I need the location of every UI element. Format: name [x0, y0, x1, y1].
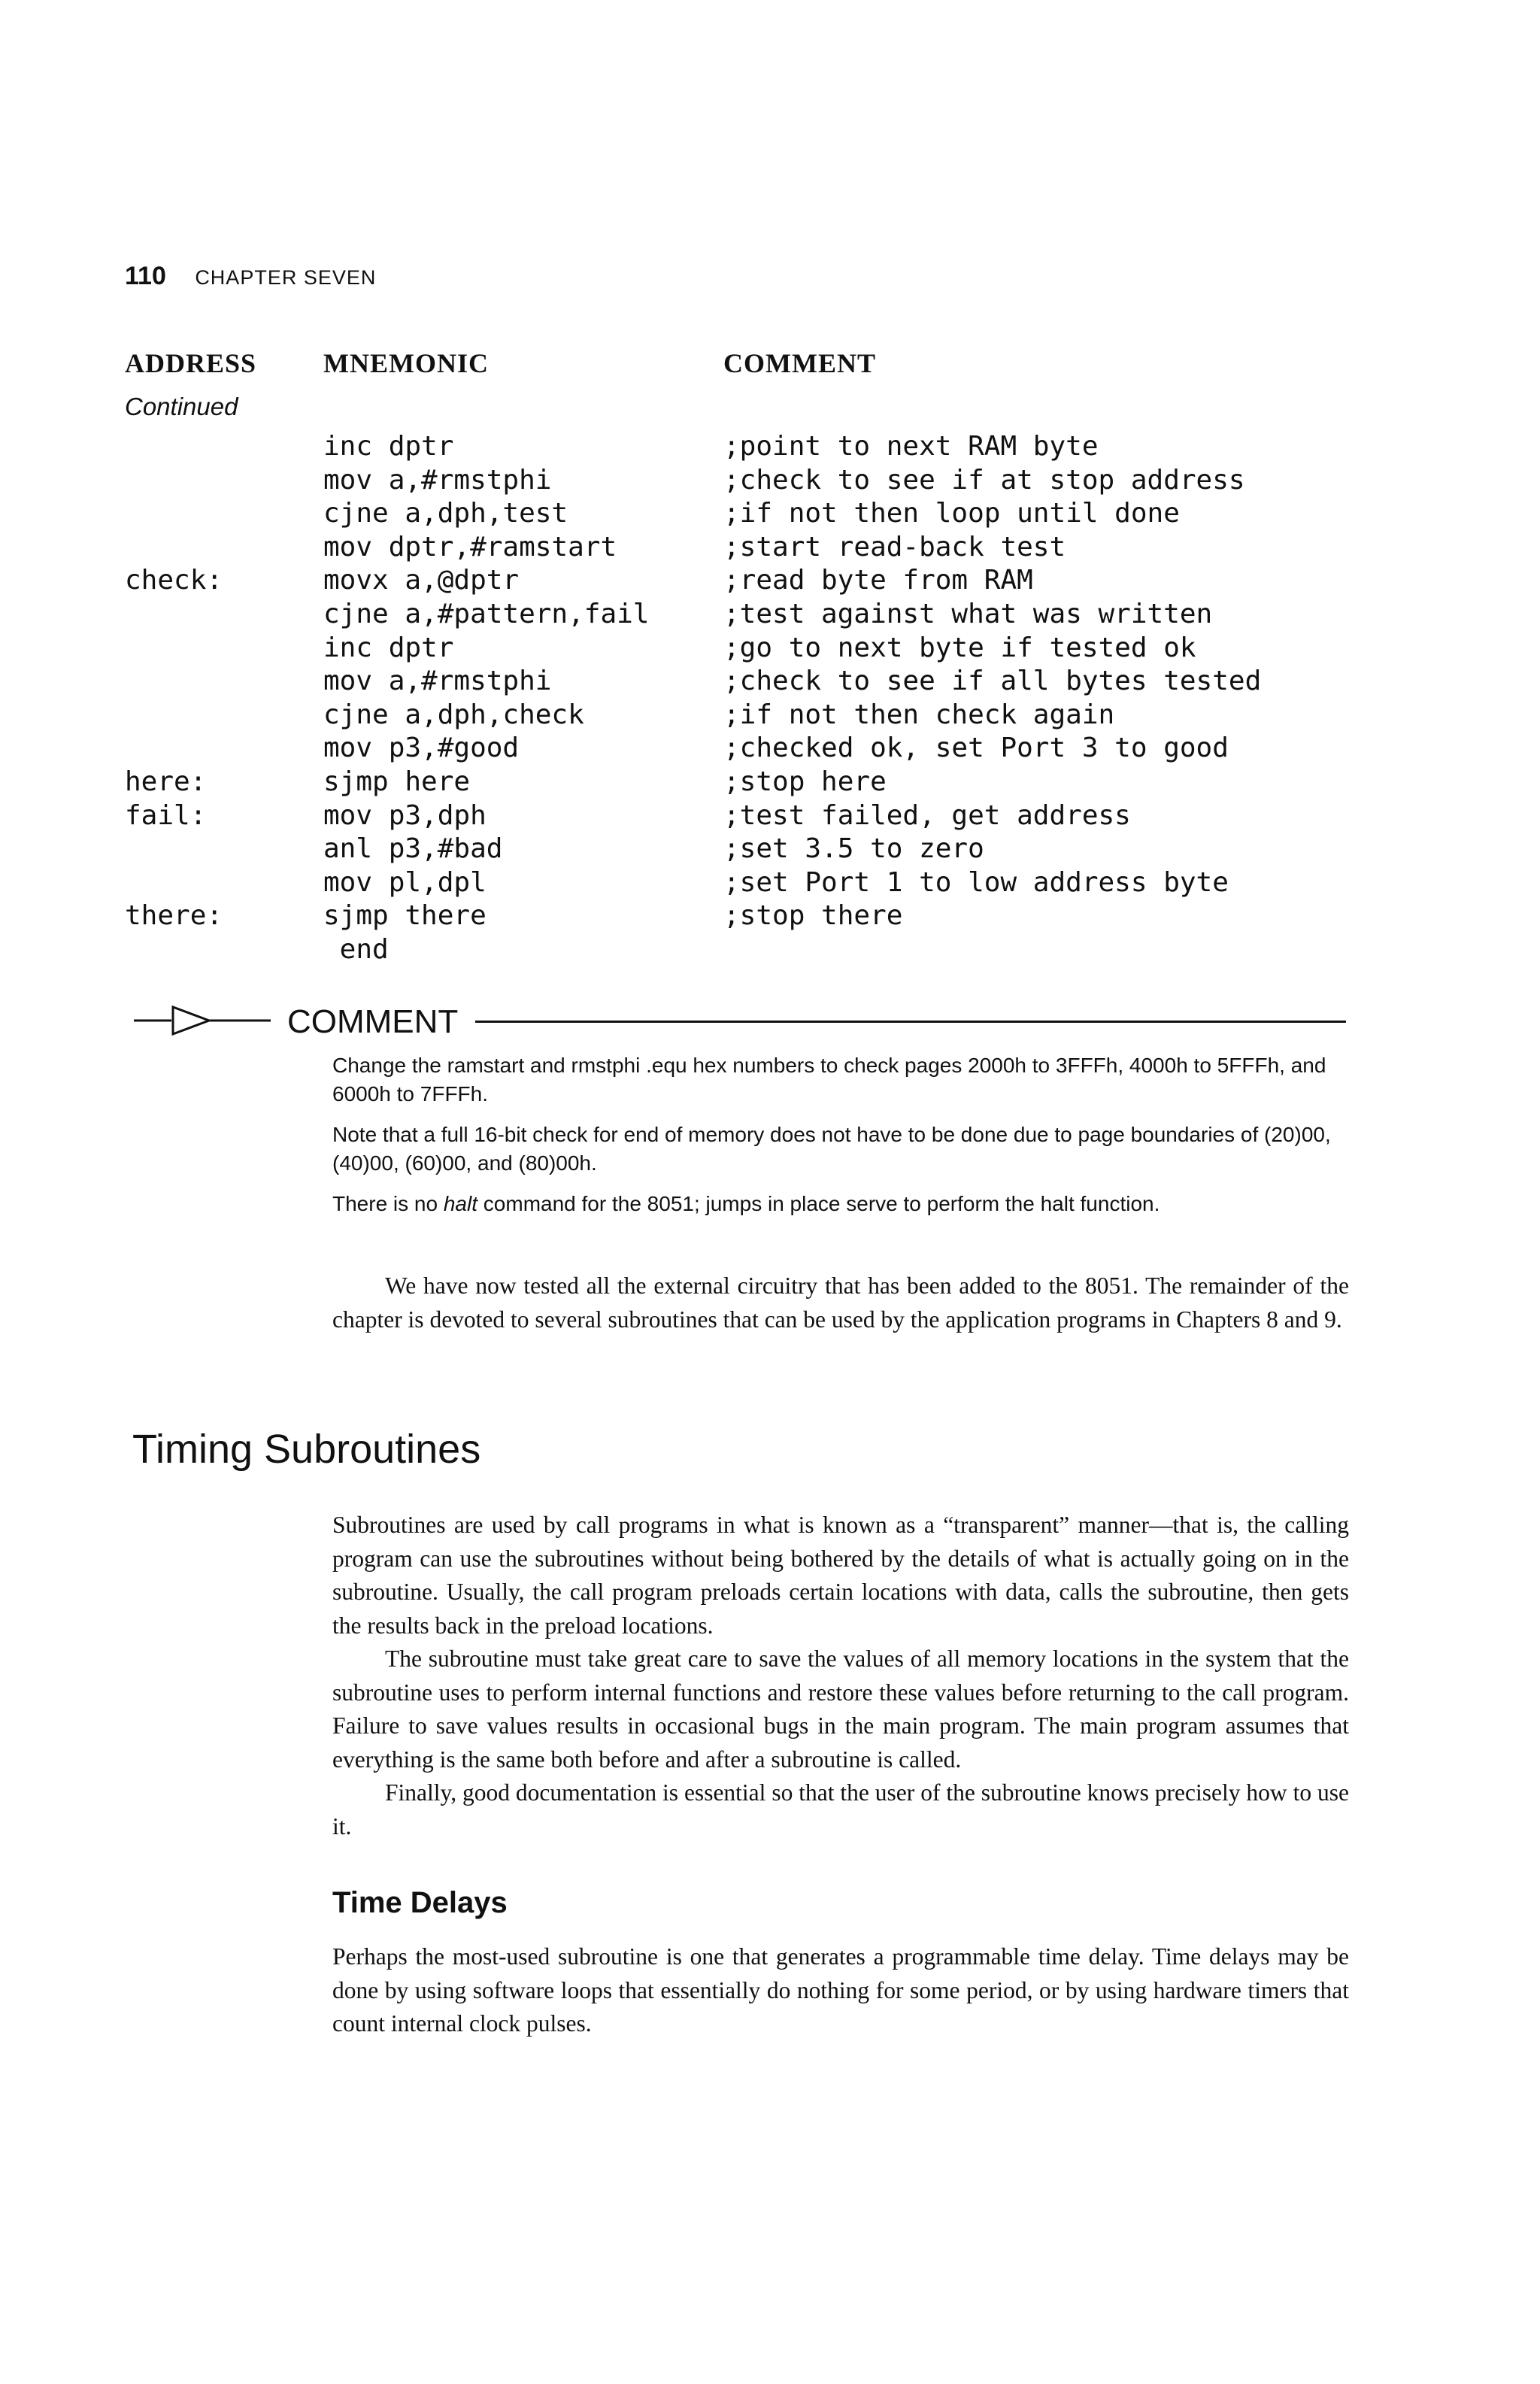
- address-column-header: ADDRESS: [125, 348, 257, 378]
- mnemonic-cell: movx a,@dptr: [323, 565, 520, 596]
- address-label: [125, 732, 323, 766]
- chapter-label: CHAPTER SEVEN: [195, 266, 377, 289]
- comment-notes: [332, 1051, 1349, 1230]
- mnemonic-cell: mov pl,dpl: [323, 866, 487, 898]
- code-row: [125, 497, 1328, 531]
- comment-cell: ;set 3.5 to zero: [723, 833, 984, 865]
- address-label: [125, 933, 323, 967]
- comment-cell: ;stop there: [723, 900, 903, 932]
- comment-cell: ;read byte from RAM: [723, 565, 1033, 596]
- address-label: [125, 833, 323, 866]
- code-row: [125, 933, 1328, 967]
- code-row: [125, 699, 1328, 732]
- mnemonic-cell: mov p3,dph: [323, 799, 487, 831]
- subsection-title: Time Delays: [332, 1886, 508, 1919]
- comment-rule: [475, 1021, 1346, 1023]
- section-paragraph: The subroutine must take great care to save the values of all memory locations in the system that the subroutine uses to perform internal functions and restore these values before returning to the call program. Failure to save values results in occasional bugs in the main program. The main program assumes that everything is the same both before and after a subroutine is called.: [332, 1645, 1349, 1773]
- address-label: [125, 866, 323, 900]
- mnemonic-cell: inc dptr: [323, 431, 454, 462]
- comment-column-header: COMMENT: [723, 348, 876, 378]
- address-label: [125, 632, 323, 666]
- comment-cell: ;start read-back test: [723, 531, 1066, 563]
- code-row: [125, 732, 1328, 766]
- code-row: [125, 866, 1328, 900]
- code-row: [125, 799, 1328, 833]
- comment-cell: ;check to see if all bytes tested: [723, 666, 1262, 697]
- page-number: 110: [125, 262, 166, 290]
- mnemonic-cell: mov a,#rmstphi: [323, 464, 552, 496]
- subsection-paragraph: Perhaps the most-used subroutine is one that generates a programmable time delay. Time delays may be done by using software loops that essentially do nothing for some period, or by using hardware timers that count internal clock pulses.: [332, 1943, 1349, 2037]
- code-row: [125, 464, 1328, 498]
- comment-cell: ;set Port 1 to low address byte: [723, 866, 1229, 898]
- address-label: [125, 699, 323, 732]
- code-row: [125, 564, 1328, 598]
- code-row: [125, 632, 1328, 666]
- code-row: [125, 598, 1328, 632]
- comment-cell: ;point to next RAM byte: [723, 431, 1099, 462]
- comment-cell: ;if not then check again: [723, 699, 1115, 730]
- section-title: Timing Subroutines: [132, 1427, 481, 1472]
- code-row: [125, 430, 1328, 464]
- mnemonic-cell: mov p3,#good: [323, 732, 520, 764]
- comment-cell: ;test against what was written: [723, 598, 1213, 629]
- comment-note: There is no halt command for the 8051; jumps in place serve to perform the halt function.: [332, 1192, 1160, 1215]
- code-listing: [125, 430, 1328, 967]
- address-label: here:: [125, 766, 207, 797]
- halt-emphasis: halt: [443, 1192, 478, 1215]
- comment-cell: ;check to see if at stop address: [723, 464, 1245, 496]
- address-label: [125, 598, 323, 632]
- comment-cell: ;stop here: [723, 766, 887, 797]
- address-label: there:: [125, 900, 223, 932]
- continued-label: Continued: [125, 393, 238, 420]
- arrow-flag-icon: [128, 996, 286, 1043]
- mnemonic-cell: cjne a,#pattern,fail: [323, 598, 650, 629]
- mnemonic-cell: sjmp here: [323, 766, 471, 797]
- mnemonic-cell: cjne a,dph,check: [323, 699, 584, 730]
- section-body: [332, 1509, 1349, 1843]
- address-label: [125, 665, 323, 699]
- mnemonic-cell: mov a,#rmstphi: [323, 666, 552, 697]
- section-paragraph: Subroutines are used by call programs in what is known as a “transparent” manner—that is, the calling program can use the subroutines without being bothered by the details of what is actually going on in the subroutine. Usually, the call program preloads certain locations with data, calls the subroutine, then gets the results back in the preload locations.: [332, 1512, 1349, 1639]
- comment-banner: [128, 996, 1346, 1043]
- address-label: [125, 531, 323, 565]
- comment-note: Note that a full 16-bit check for end of memory does not have to be done due to page boundaries of (20)00, (40)00, (60)00, and (80)00h.: [332, 1123, 1331, 1175]
- address-label: [125, 464, 323, 498]
- code-row: [125, 833, 1328, 866]
- section-paragraph: Finally, good documentation is essential so that the user of the subroutine knows precisely how to use it.: [332, 1779, 1349, 1840]
- mnemonic-column-header: MNEMONIC: [323, 348, 489, 378]
- comment-title: COMMENT: [287, 1003, 459, 1040]
- mnemonic-cell: sjmp there: [323, 900, 487, 932]
- intro-paragraph: We have now tested all the external circuitry that has been added to the 8051. The remainder of the chapter is devoted to several subroutines that can be used by the application programs in Chapters 8 and 9.: [332, 1272, 1349, 1333]
- mnemonic-cell: inc dptr: [323, 632, 454, 663]
- address-label: fail:: [125, 799, 207, 831]
- code-row: [125, 665, 1328, 699]
- comment-cell: [723, 933, 1328, 967]
- comment-note: Change the ramstart and rmstphi .equ hex numbers to check pages 2000h to 3FFFh, 4000h to 5FFFh, and 6000h to 7FFFh.: [332, 1054, 1326, 1106]
- address-label: [125, 430, 323, 464]
- page-header: [125, 262, 376, 291]
- comment-cell: ;if not then loop until done: [723, 498, 1180, 529]
- mnemonic-cell: mov dptr,#ramstart: [323, 531, 617, 563]
- comment-cell: ;test failed, get address: [723, 799, 1131, 831]
- code-row: [125, 899, 1328, 933]
- address-label: check:: [125, 565, 223, 596]
- comment-cell: ;checked ok, set Port 3 to good: [723, 732, 1229, 764]
- code-row: [125, 766, 1328, 799]
- code-row: [125, 531, 1328, 565]
- comment-cell: ;go to next byte if tested ok: [723, 632, 1196, 663]
- mnemonic-cell: end: [323, 933, 389, 965]
- address-label: [125, 497, 323, 531]
- mnemonic-cell: anl p3,#bad: [323, 833, 503, 865]
- mnemonic-cell: cjne a,dph,test: [323, 498, 568, 529]
